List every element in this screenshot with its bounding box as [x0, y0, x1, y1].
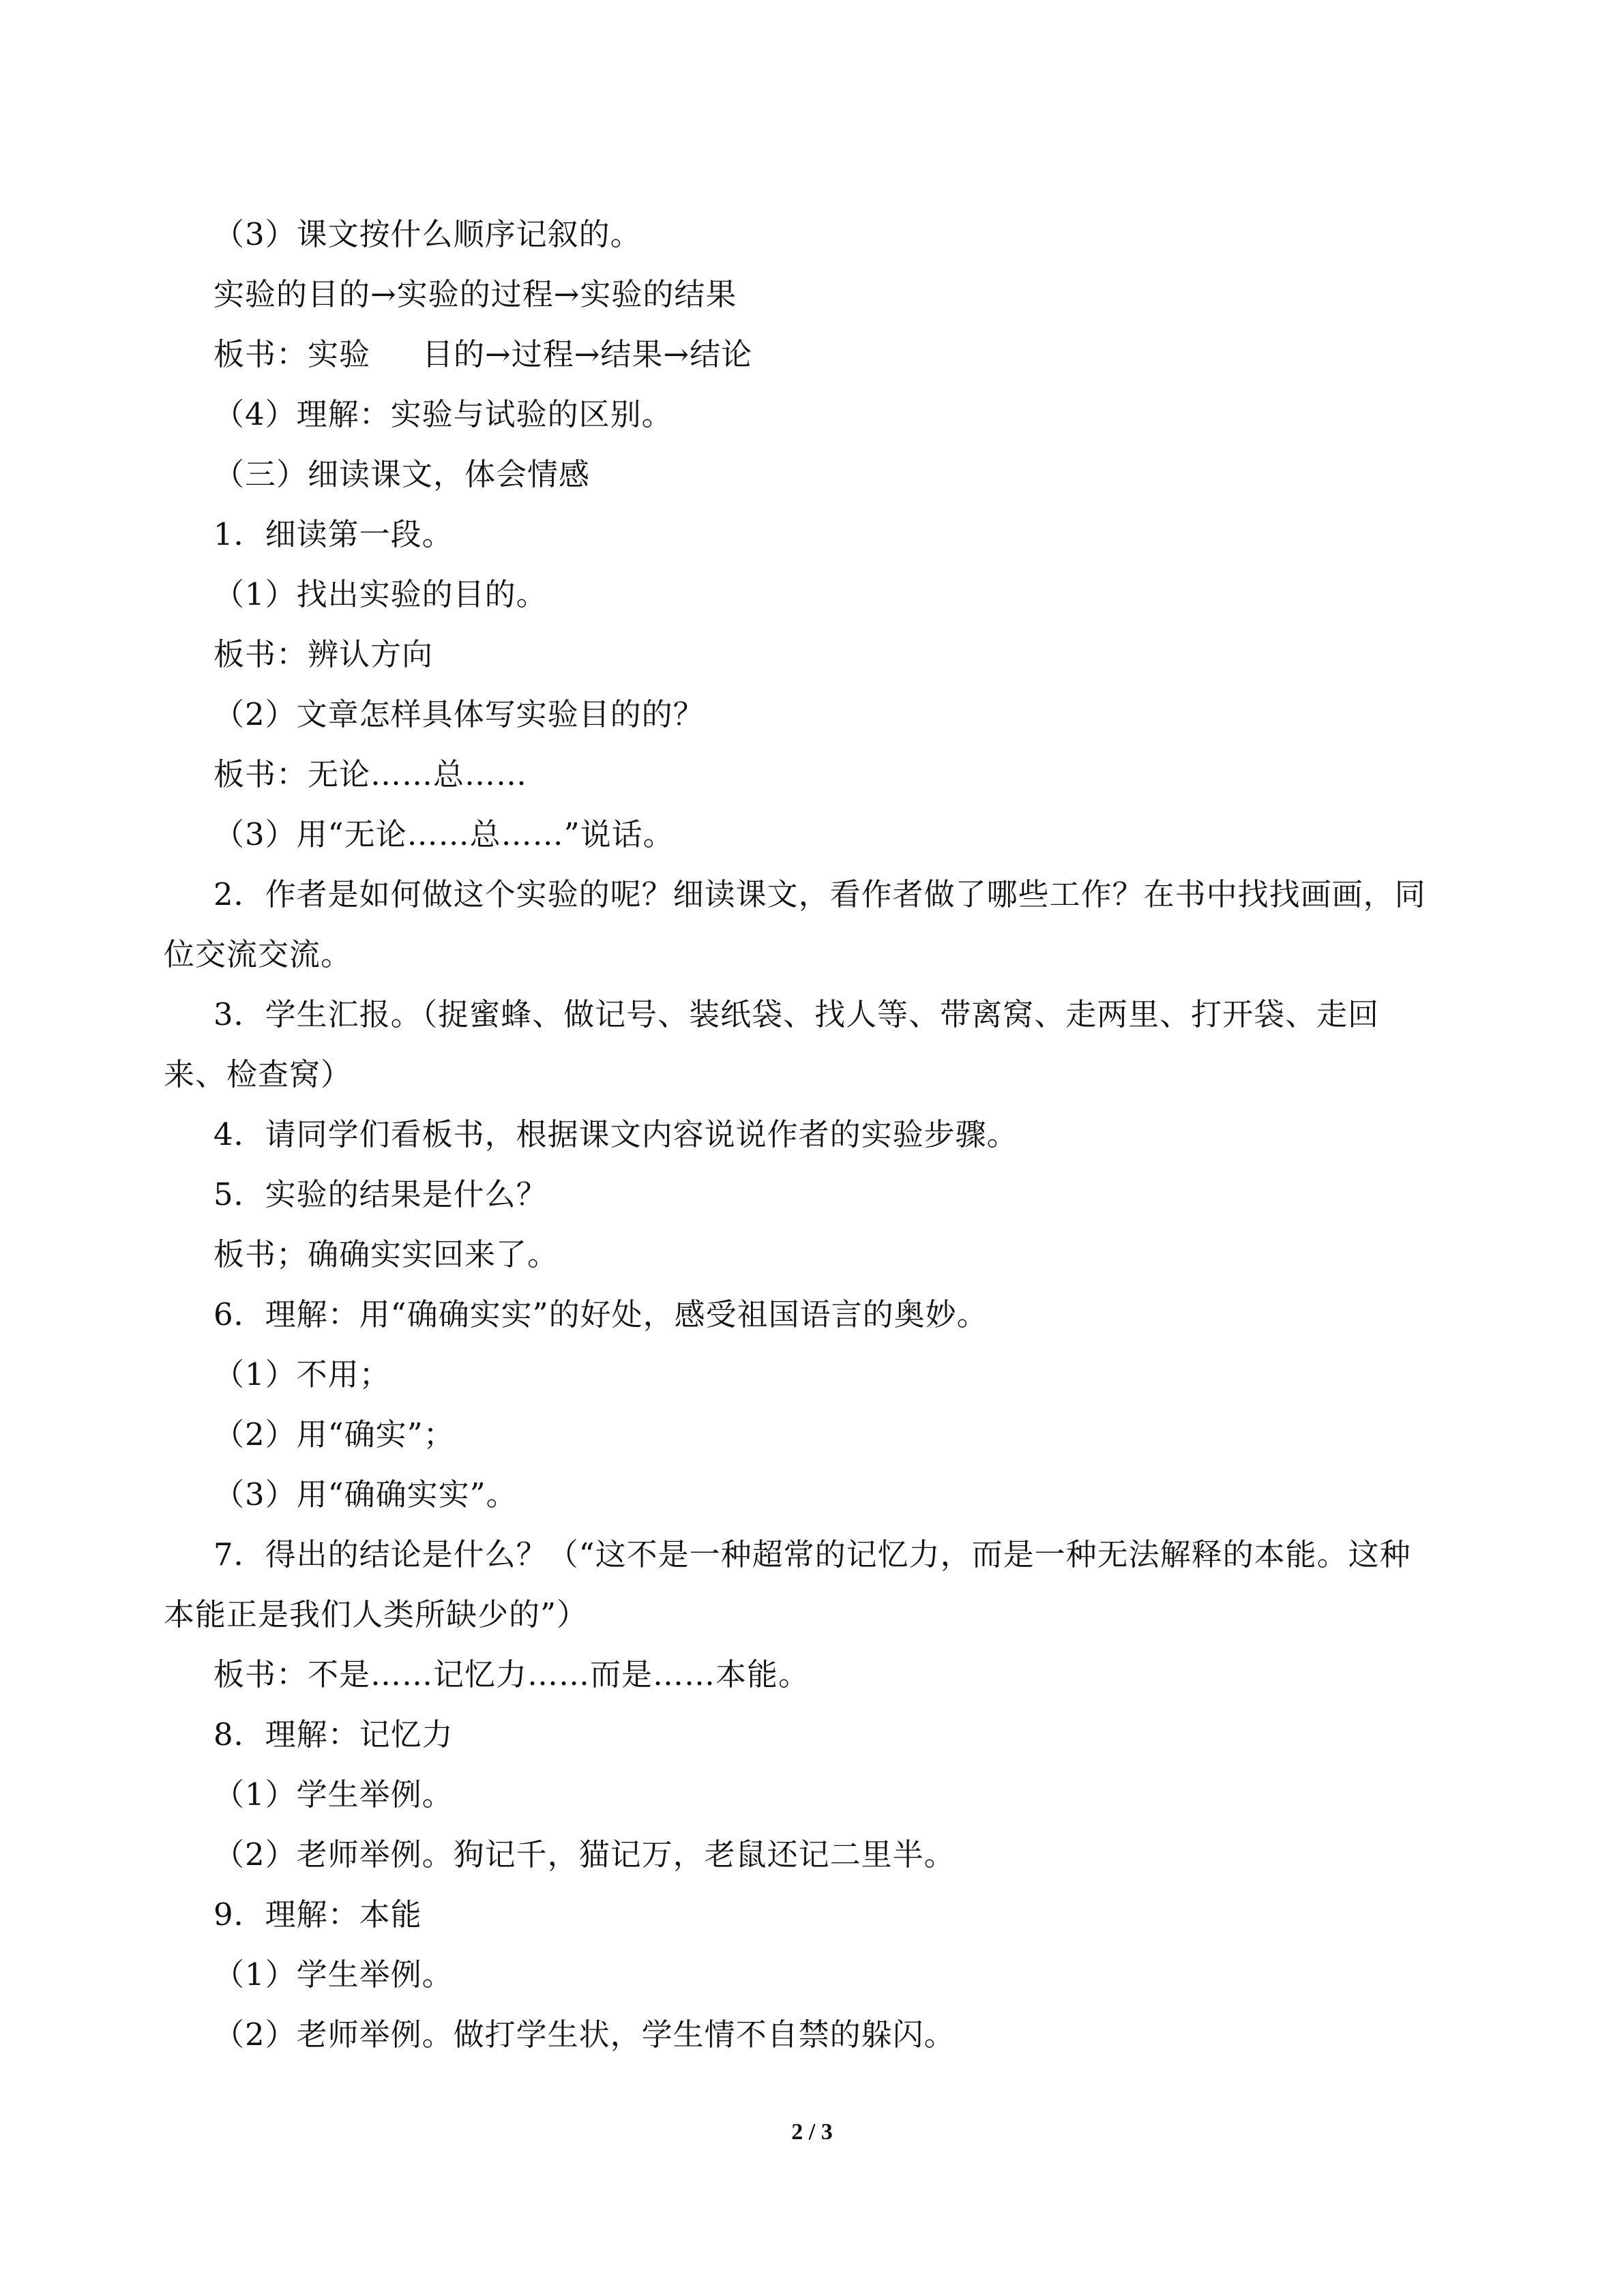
text-line: （4）理解：实验与试验的区别。 [213, 396, 673, 432]
text-line: （1）学生举例。 [213, 1956, 454, 1993]
document-body [164, 205, 1482, 2065]
text-line: 板书：无论……总…… [213, 756, 528, 792]
text-line: （2）老师举例。狗记千，猫记万，老鼠还记二里半。 [213, 1836, 956, 1873]
board-content: 目的→过程→结果→结论 [422, 336, 753, 372]
text-line-continuation: 位交流交流。 [164, 936, 353, 972]
text-line: 9．理解：本能 [213, 1896, 422, 1933]
text-line: 1．细读第一段。 [213, 516, 454, 552]
board-label: 板书：实验 [213, 336, 371, 372]
text-line: 8．理解：记忆力 [213, 1716, 454, 1753]
text-line: 3．学生汇报。（捉蜜蜂、做记号、装纸袋、找人等、带离窝、走两里、打开袋、走回 [213, 996, 1380, 1032]
text-line: 实验的目的→实验的过程→实验的结果 [213, 276, 737, 312]
text-line: 7．得出的结论是什么？（“这不是一种超常的记忆力，而是一种无法解释的本能。这种 [213, 1536, 1411, 1572]
text-line-continuation: 本能正是我们人类所缺少的”） [164, 1596, 589, 1632]
text-line: 2．作者是如何做这个实验的呢？细读课文，看作者做了哪些工作？在书中找找画画，同 [213, 876, 1426, 912]
section-heading: （三）细读课文，体会情感 [213, 456, 591, 492]
text-line: （2）文章怎样具体写实验目的的？ [213, 696, 705, 732]
text-line: 6．理解：用“确确实实”的好处，感受祖国语言的奥妙。 [213, 1296, 988, 1332]
text-line-continuation: 来、检查窝） [164, 1056, 353, 1092]
page-number: 2 / 3 [791, 2119, 833, 2145]
text-line: （2）老师举例。做打学生状，学生情不自禁的躲闪。 [213, 2016, 956, 2053]
text-line: 板书；确确实实回来了。 [213, 1236, 559, 1272]
text-line: （3）课文按什么顺序记叙的。 [213, 216, 642, 252]
text-line: 5．实验的结果是什么？ [213, 1176, 548, 1212]
text-line: 板书：不是……记忆力……而是……本能。 [213, 1656, 810, 1693]
board-line [213, 325, 1482, 385]
text-line: 板书：辨认方向 [213, 636, 434, 672]
text-line: （1）找出实验的目的。 [213, 576, 548, 612]
text-line: 4．请同学们看板书，根据课文内容说说作者的实验步骤。 [213, 1116, 1018, 1152]
text-line: （3）用“确确实实”。 [213, 1476, 518, 1512]
text-line: （2）用“确实”； [213, 1416, 455, 1452]
text-line: （3）用“无论……总……”说话。 [213, 816, 675, 852]
text-line: （1）学生举例。 [213, 1776, 454, 1813]
text-line: （1）不用； [213, 1356, 391, 1392]
